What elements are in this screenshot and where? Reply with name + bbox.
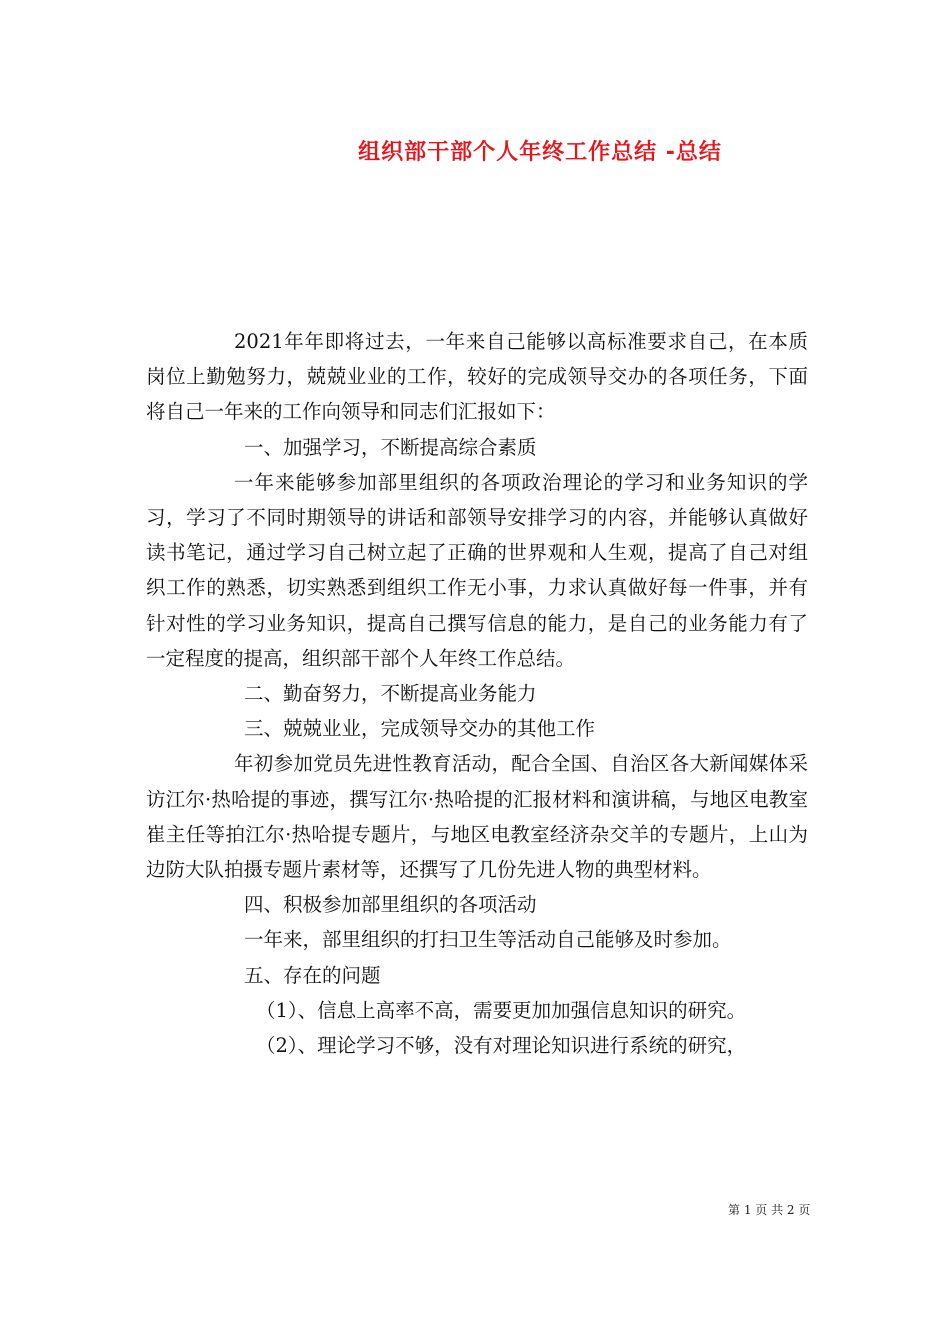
problem-item-1: （1）、信息上高率不高，需要更加加强信息知识的研究。 — [256, 998, 747, 1022]
section-heading-1: 一、加强学习，不断提高综合素质 — [244, 435, 537, 459]
page-footer: 第 1 页 共 2 页 — [728, 1203, 811, 1217]
document-body — [146, 324, 808, 1063]
section-heading-4: 四、积极参加部里组织的各项活动 — [244, 893, 537, 917]
problem-item-2: （2）、理论学习不够，没有对理论知识进行系统的研究， — [256, 1034, 747, 1058]
paragraph-intro: 2021年年即将过去，一年来自己能够以高标准要求自己，在本质岗位上勤勉努力，兢兢业业的工作，较好的完成领导交办的各项任务，下面将自己一年来的工作向领导和同志们汇报如下： — [146, 330, 808, 424]
section-heading-5: 五、存在的问题 — [244, 963, 381, 987]
document-title: 组织部干部个人年终工作总结 -总结 — [358, 140, 722, 165]
paragraph-study: 一年来能够参加部里组织的各项政治理论的学习和业务知识的学习，学习了不同时期领导的讲话和部领导安排学习的内容，并能够认真做好读书笔记，通过学习自己树立起了正确的世界观和人生观，提高了自己对组织工作的熟悉，切实熟悉到组织工作无小事，力求认真做好每一件事，并有针对性的学习业务知识，提高自己撰写信息的能力，是自己的业务能力有了一定程度的提高，组织部干部个人年终工作总结。 — [146, 470, 808, 670]
paragraph-work: 年初参加党员先进性教育活动，配合全国、自治区各大新闻媒体采访江尔·热哈提的事迹，撰写江尔·热哈提的汇报材料和演讲稿，与地区电教室崔主任等拍江尔·热哈提专题片，与地区电教室经济杂交羊的专题片，上山为边防大队拍摄专题片素材等，还撰写了几份先进人物的典型材料。 — [146, 752, 808, 882]
section-heading-2: 二、勤奋努力，不断提高业务能力 — [244, 682, 537, 706]
paragraph-activities: 一年来，部里组织的打扫卫生等活动自己能够及时参加。 — [244, 928, 732, 952]
section-heading-3: 三、兢兢业业，完成领导交办的其他工作 — [244, 717, 596, 741]
